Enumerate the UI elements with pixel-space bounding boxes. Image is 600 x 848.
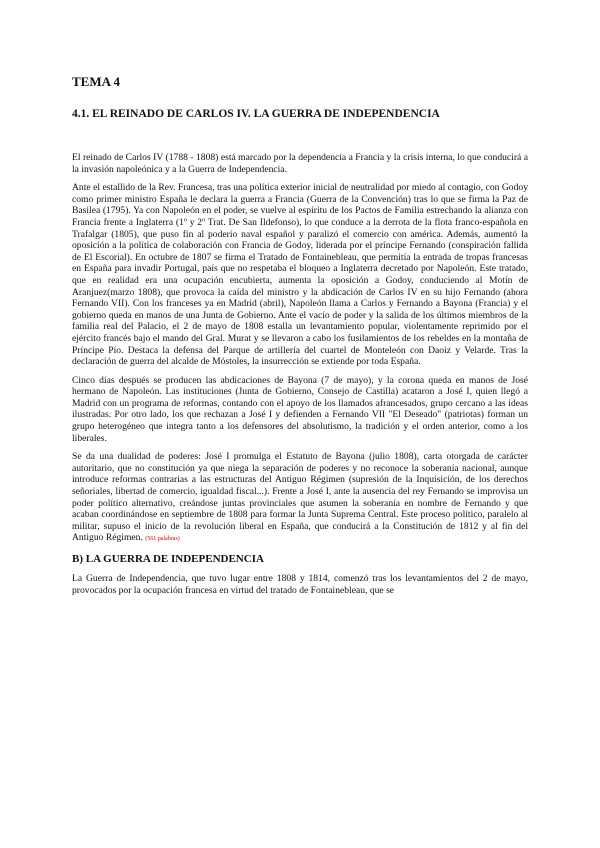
document-body [72,152,528,603]
paragraph-intro: El reinado de Carlos IV (1788 - 1808) está marcado por la dependencia a Francia y la crisis interna, lo que conducirá a la invasión napoleónica y a la Guerra de Independencia. [72,152,528,175]
subsection-title: B) LA GUERRA DE INDEPENDENCIA [72,553,264,565]
paragraph-guerra: La Guerra de Independencia, que tuvo lugar entre 1808 y 1814, comenzó tras los levantamientos del 2 de mayo, provocados por la ocupación francesa en virtud del tratado de Fontainebleau, que se [72,573,528,596]
paragraph-bayona: Cinco días después se producen las abdicaciones de Bayona (7 de mayo), y la corona queda en manos de José hermano de Napoleón. Las instituciones (Junta de Gobierno, Consejo de Castilla) acataron a José I, quien llegó a Madrid con un programa de reformas, contando con el apoyo de los llamados afrancesados, grupo cercano a las ideas ilustradas. Por otro lado, los que rechazan a José I y defienden a Fernando VII "El Deseado" (patriotas) forman un grupo heterogéneo que integra tanto a los defensores del absolutismo, la tradición y el orden anterior, como a los liberales. [72,374,528,444]
section-title: 4.1. EL REINADO DE CARLOS IV. LA GUERRA DE INDEPENDENCIA [72,108,440,120]
word-count-note: (561 palabras) [145,536,180,543]
paragraph-dualidad [72,451,528,546]
paragraph-revolution: Ante el estallido de la Rev. Francesa, tras una política exterior inicial de neutralidad por miedo al contagio, con Godoy como primer ministro España le declara la guerra a Francia (Guerra de la Convención) tras lo que se firma la Paz de Basilea (1795). Ya con Napoleón en el poder, se vuelve al espíritu de los Pactos de Familia estrechando la alianza con Francia frente a Inglaterra (1º y 2º Trat. De San Ildefonso), lo que conduce a la derrota de la flota franco-española en Trafalgar (1805), que puso fin al poderío naval español y paralizó el comercio con américa. Además, aumentó la oposición a la política de colaboración con Francia de Godoy, liderada por el príncipe Fernando (conspiración fallida de El Escorial). En octubre de 1807 se firma el Tratado de Fontainebleau, que permitía la entrada de tropas francesas en España para invadir Portugal, país que no respetaba el bloqueo a Inglaterra decretado por Napoleón. Este tratado, que en realidad era una ocupación encubierta, aumenta la oposición a Godoy, conduciendo al Motín de Aranjuez(marzo 1808), que provoca la caída del ministro y la abdicación de Carlos IV en su hijo Fernando (ahora Fernando VII). Con los franceses ya en Madrid (abril), Napoleón llama a Carlos y Fernando a Bayona (Francia) y el gobierno queda en manos de una Junta de Gobierno. Ante el vacío de poder y la salida de los últimos miembros de la familia real del Palacio, el 2 de mayo de 1808 estalla un levantamiento popular, violentamente reprimido por el ejército francés bajo el mando del Gral. Murat y se llevaron a cabo los fusilamientos de los rebeldes en la montaña de Príncipe Pío. Destaca la defensa del Parque de artillería del cuartel de Monteleón con Daoiz y Velarde. Tras la declaración de guerra del alcalde de Móstoles, la insurrección se extiende por toda España. [72,182,528,368]
chapter-title: TEMA 4 [72,74,121,89]
paragraph-dualidad-text: Se da una dualidad de poderes: José I promulga el Estatuto de Bayona (julio 1808), carta otorgada de carácter autoritario, que no constitución ya que niega la separación de poderes y no reconoce la soberanía nacional, aunque introduce reformas contrarias a las estructuras del Antiguo Régimen (supresión de la Inquisición, de los derechos señoriales, libertad de comercio, igualdad fiscal...). Frente a José I, ante la ausencia del rey Fernando se improvisa un poder político alternativo, creándose juntas provinciales que asumen la soberanía en nombre de Fernando y que acaban coordinándose en septiembre de 1808 para formar la Junta Suprema Central. Este proceso político, paralelo al militar, supuso el inicio de la revolución liberal en España, que conducirá a la Constitución de 1812 y al fin del Antiguo Régimen. [72,451,528,544]
